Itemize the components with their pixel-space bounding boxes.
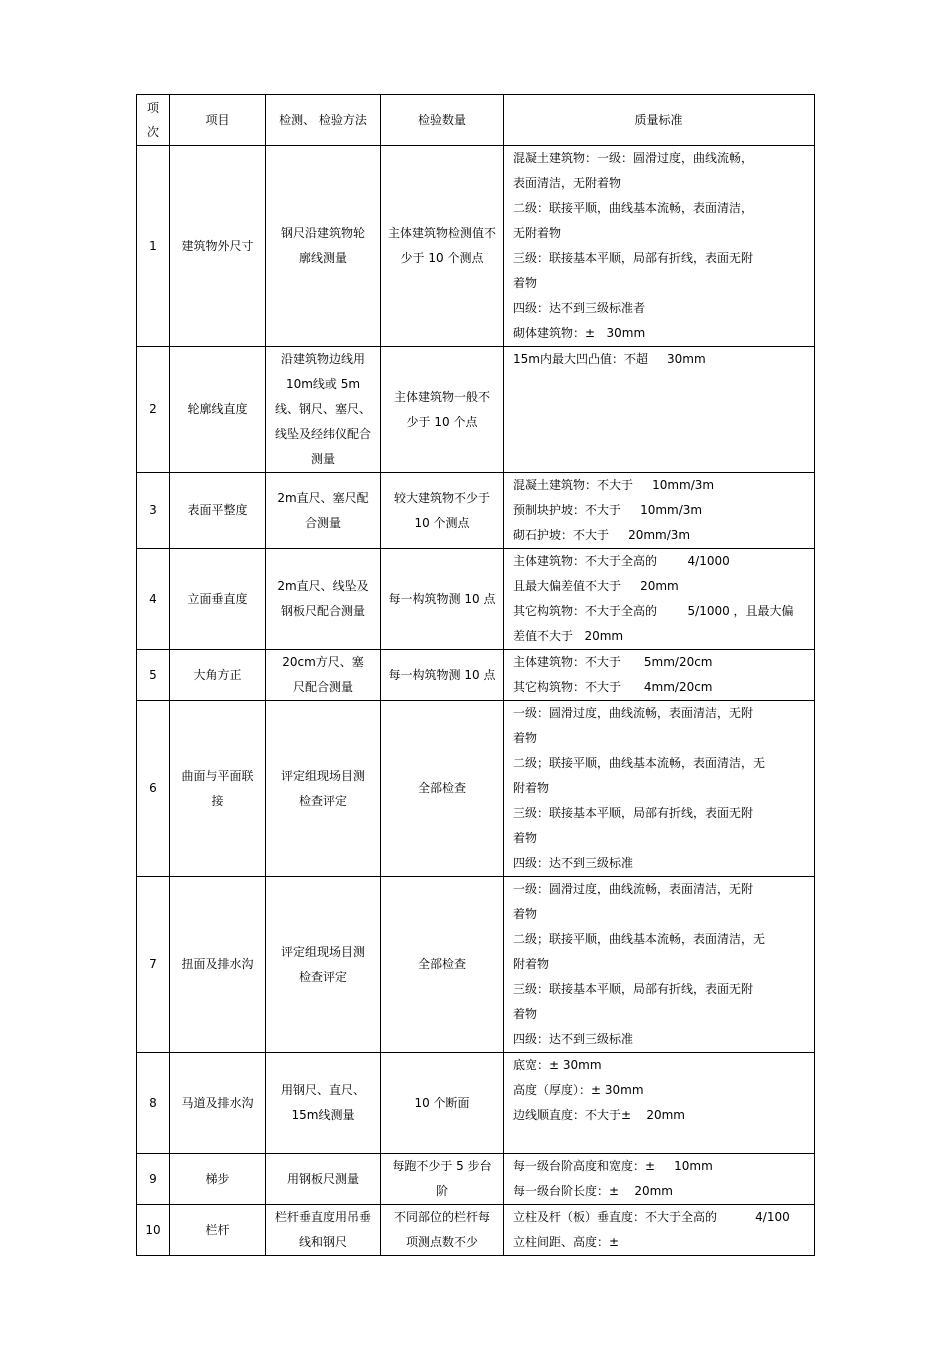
standard-line: 砌石护坡：不大于 20mm/3m bbox=[513, 528, 691, 542]
row-item-text: 轮廓线直度 bbox=[187, 402, 248, 416]
standard-line: 附着物 bbox=[513, 781, 550, 795]
row-item bbox=[170, 549, 266, 650]
row-standard bbox=[504, 1205, 815, 1256]
row-method-text: 用钢板尺测量 bbox=[286, 1171, 359, 1186]
row-method bbox=[266, 549, 381, 650]
standard-line: 四级：达不到三级标准 bbox=[513, 1032, 634, 1046]
table-row bbox=[137, 877, 815, 1053]
row-quantity-text: 每跑不少于 5 步台阶 bbox=[392, 1159, 492, 1198]
row-quantity-text: 全部检查 bbox=[417, 781, 466, 795]
standard-line: 着物 bbox=[513, 1007, 538, 1021]
row-standard bbox=[504, 1154, 815, 1205]
header-item: 项目 bbox=[170, 95, 266, 146]
row-index: 2 bbox=[137, 347, 170, 473]
row-item bbox=[170, 877, 266, 1053]
row-item bbox=[170, 146, 266, 347]
row-method bbox=[266, 1205, 381, 1256]
row-method-text: 2m直尺、塞尺配合测量 bbox=[277, 490, 369, 530]
row-item-text: 立面垂直度 bbox=[187, 591, 248, 606]
row-standard bbox=[504, 650, 815, 701]
row-method-text: 沿建筑物边线用 10m线或 5m线、钢尺、塞尺、线坠及经纬仪配合测量 bbox=[275, 352, 372, 466]
row-index: 7 bbox=[137, 877, 170, 1053]
row-method-text: 钢尺沿建筑物轮廓线测量 bbox=[281, 226, 366, 265]
row-method bbox=[266, 701, 381, 877]
standard-line: 四级：达不到三级标准者 bbox=[513, 301, 646, 315]
standard-line: 15m内最大凹凸值：不超 30mm bbox=[513, 352, 706, 366]
table-row bbox=[137, 650, 815, 701]
row-quantity-text: 主体建筑物一般不少于 10 个点 bbox=[394, 389, 491, 429]
standard-line: 一级：圆滑过度，曲线流畅，表面清洁，无附 bbox=[513, 706, 754, 720]
row-index: 8 bbox=[137, 1053, 170, 1154]
row-quantity-text: 每一构筑物测 10 点 bbox=[388, 667, 496, 682]
row-item bbox=[170, 347, 266, 473]
standard-line: 三级：联接基本平顺，局部有折线，表面无附 bbox=[513, 806, 754, 820]
row-item bbox=[170, 473, 266, 549]
row-item-text: 建筑物外尺寸 bbox=[181, 238, 254, 253]
row-index: 1 bbox=[137, 146, 170, 347]
row-standard bbox=[504, 701, 815, 877]
row-item-text: 栏杆 bbox=[205, 1222, 230, 1237]
row-quantity-text: 主体建筑物检测值不少于 10 个测点 bbox=[388, 226, 497, 265]
row-item-text: 扭面及排水沟 bbox=[181, 957, 254, 971]
row-index: 10 bbox=[137, 1205, 170, 1256]
row-quantity-text: 较大建筑物不少于 10 个测点 bbox=[394, 490, 491, 530]
row-item bbox=[170, 1154, 266, 1205]
row-quantity-text: 全部检查 bbox=[417, 957, 466, 971]
standard-line: 无附着物 bbox=[513, 226, 562, 240]
standard-line: 三级：联接基本平顺，局部有折线，表面无附 bbox=[513, 982, 754, 996]
table-row bbox=[137, 347, 815, 473]
standard-line: 每一级台阶长度：± 20mm bbox=[513, 1184, 673, 1198]
table-row bbox=[137, 1053, 815, 1154]
row-quantity bbox=[381, 473, 504, 549]
table-row bbox=[137, 473, 815, 549]
row-quantity bbox=[381, 1053, 504, 1154]
standard-line: 混凝土建筑物：不大于 10mm/3m bbox=[513, 478, 715, 492]
row-quantity bbox=[381, 146, 504, 347]
table-row bbox=[137, 1205, 815, 1256]
header-standard: 质量标准 bbox=[504, 95, 815, 146]
table-header-row bbox=[137, 95, 815, 146]
quality-standard-table bbox=[136, 94, 815, 1256]
row-index: 5 bbox=[137, 650, 170, 701]
row-item-text: 大角方正 bbox=[193, 667, 242, 682]
row-standard bbox=[504, 1053, 815, 1154]
header-quantity: 检验数量 bbox=[381, 95, 504, 146]
standard-line: 一级：圆滑过度，曲线流畅，表面清洁，无附 bbox=[513, 882, 754, 896]
standard-line: 着物 bbox=[513, 907, 538, 921]
row-index: 3 bbox=[137, 473, 170, 549]
row-quantity bbox=[381, 650, 504, 701]
row-quantity bbox=[381, 1154, 504, 1205]
standard-line: 二级：联接平顺，曲线基本流畅，表面清洁， bbox=[513, 201, 754, 215]
standard-line: 高度（厚度）：± 30mm bbox=[513, 1083, 644, 1097]
table-row bbox=[137, 701, 815, 877]
row-standard bbox=[504, 347, 815, 473]
standard-line: 底宽：± 30mm bbox=[513, 1058, 602, 1072]
row-method bbox=[266, 1053, 381, 1154]
row-quantity bbox=[381, 701, 504, 877]
standard-line: 表面清洁，无附着物 bbox=[513, 176, 622, 190]
row-quantity-text: 10 个断面 bbox=[414, 1095, 470, 1110]
row-index: 9 bbox=[137, 1154, 170, 1205]
table-row bbox=[137, 1154, 815, 1205]
standard-line: 着物 bbox=[513, 731, 538, 745]
standard-line: 立柱及杆（板）垂直度：不大于全高的 4/100 bbox=[513, 1210, 790, 1224]
row-quantity bbox=[381, 347, 504, 473]
row-index: 6 bbox=[137, 701, 170, 877]
row-method-text: 评定组现场目测检查评定 bbox=[281, 768, 366, 808]
row-item-text: 马道及排水沟 bbox=[181, 1095, 254, 1110]
standard-line: 二级；联接平顺，曲线基本流畅，表面清洁，无 bbox=[513, 756, 766, 770]
row-method bbox=[266, 473, 381, 549]
header-index: 项次 bbox=[137, 95, 170, 146]
standard-line: 差值不大于 20mm bbox=[513, 629, 624, 643]
row-standard bbox=[504, 877, 815, 1053]
row-method bbox=[266, 347, 381, 473]
standard-line: 每一级台阶高度和宽度：± 10mm bbox=[513, 1159, 713, 1173]
row-item bbox=[170, 1205, 266, 1256]
row-item-text: 表面平整度 bbox=[187, 503, 248, 517]
row-method-text: 栏杆垂直度用吊垂线和钢尺 bbox=[275, 1210, 372, 1249]
standard-line: 主体建筑物：不大于 5mm/20cm bbox=[513, 655, 713, 669]
standard-line: 砌体建筑物：± 30mm bbox=[513, 326, 646, 340]
row-method bbox=[266, 650, 381, 701]
standard-line: 边线顺直度：不大于± 20mm bbox=[513, 1108, 685, 1122]
standard-line: 三级：联接基本平顺，局部有折线，表面无附 bbox=[513, 251, 754, 265]
row-item bbox=[170, 1053, 266, 1154]
standard-line: 附着物 bbox=[513, 957, 550, 971]
row-method-text: 用钢尺、直尺、15m线测量 bbox=[280, 1083, 365, 1122]
standard-line: 其它构筑物：不大于全高的 5/1000 ，且最大偏 bbox=[513, 604, 794, 618]
row-quantity bbox=[381, 877, 504, 1053]
row-method-text: 评定组现场目测检查评定 bbox=[281, 944, 366, 984]
row-standard bbox=[504, 473, 815, 549]
row-item-text: 梯步 bbox=[205, 1171, 230, 1186]
row-standard bbox=[504, 146, 815, 347]
row-quantity-text: 每一构筑物测 10 点 bbox=[388, 591, 496, 606]
row-index: 4 bbox=[137, 549, 170, 650]
standard-line: 着物 bbox=[513, 276, 538, 290]
standard-line: 主体建筑物：不大于全高的 4/1000 bbox=[513, 554, 730, 568]
row-standard bbox=[504, 549, 815, 650]
standard-line: 且最大偏差值不大于 20mm bbox=[513, 579, 679, 593]
row-item bbox=[170, 650, 266, 701]
standard-line: 四级：达不到三级标准 bbox=[513, 856, 634, 870]
row-method bbox=[266, 146, 381, 347]
standard-line: 着物 bbox=[513, 831, 538, 845]
table-row bbox=[137, 549, 815, 650]
row-method bbox=[266, 877, 381, 1053]
standard-line: 预制块护坡：不大于 10mm/3m bbox=[513, 503, 703, 517]
table-row bbox=[137, 146, 815, 347]
row-item bbox=[170, 701, 266, 877]
row-method-text: 20cm方尺、塞尺配合测量 bbox=[282, 655, 364, 694]
row-method-text: 2m直尺、线坠及钢板尺配合测量 bbox=[277, 579, 369, 618]
row-item-text: 曲面与平面联接 bbox=[181, 768, 254, 808]
standard-line: 其它构筑物：不大于 4mm/20cm bbox=[513, 680, 713, 694]
standard-line: 二级；联接平顺，曲线基本流畅，表面清洁，无 bbox=[513, 932, 766, 946]
standard-line: 混凝土建筑物：一级：圆滑过度，曲线流畅， bbox=[513, 151, 754, 165]
header-method: 检测、 检验方法 bbox=[266, 95, 381, 146]
row-quantity-text: 不同部位的栏杆每项测点数不少 bbox=[394, 1210, 491, 1249]
row-quantity bbox=[381, 549, 504, 650]
row-method bbox=[266, 1154, 381, 1205]
standard-line: 立柱间距、高度：± bbox=[513, 1235, 620, 1249]
row-quantity bbox=[381, 1205, 504, 1256]
